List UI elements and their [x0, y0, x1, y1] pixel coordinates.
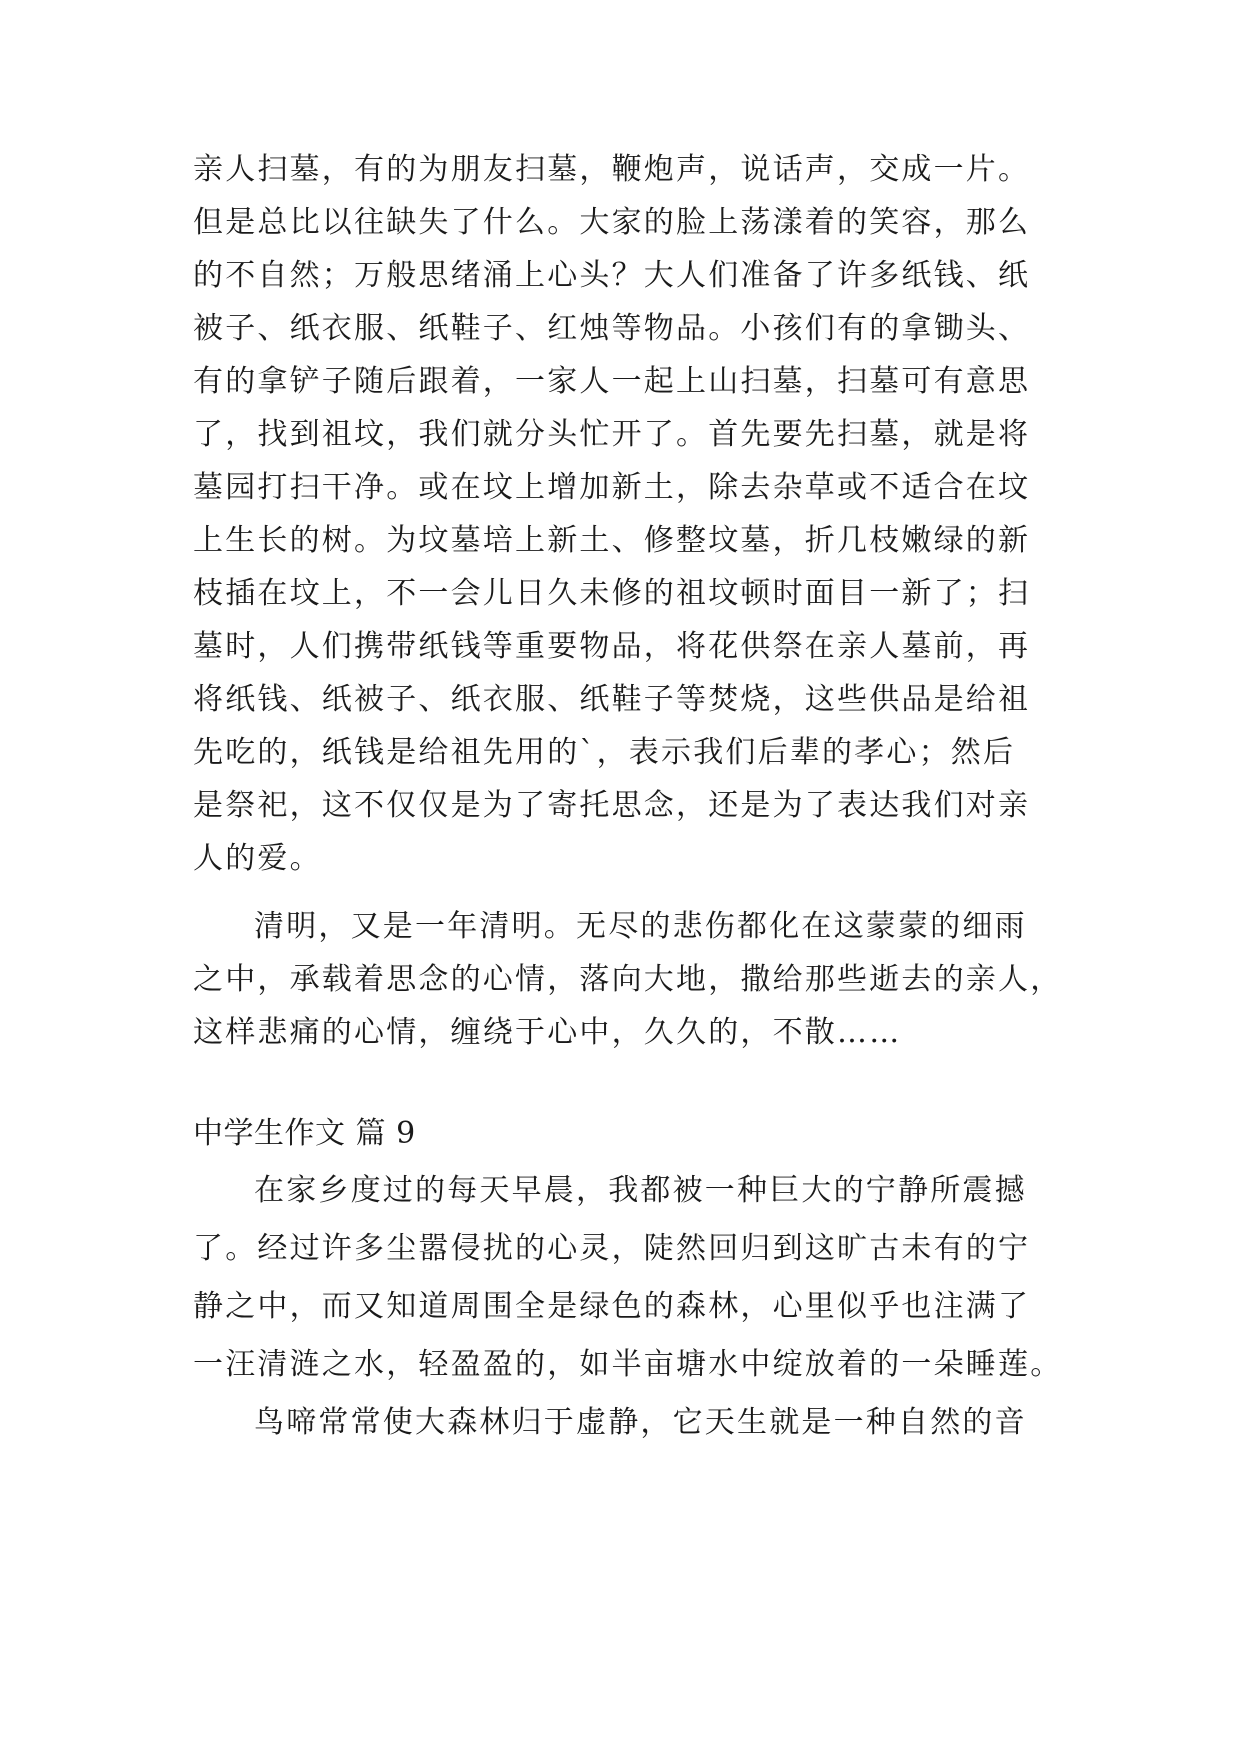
text-line: 的不自然；万般思绪涌上心头？大人们准备了许多纸钱、纸: [193, 258, 1031, 293]
text-line: 是祭祀，这不仅仅是为了寄托思念，还是为了表达我们对亲: [193, 788, 1031, 823]
text-line: 静之中，而又知道周围全是绿色的森林，心里似乎也注满了: [193, 1289, 1031, 1324]
paragraph-first-line: 清明，又是一年清明。无尽的悲伤都化在这蒙蒙的细雨: [254, 909, 1027, 944]
text-line: 一汪清涟之水，轻盈盈的，如半亩塘水中绽放着的一朵睡莲。: [193, 1347, 1063, 1382]
text-line: 人的爱。: [193, 841, 322, 876]
text-line: 有的拿铲子随后跟着，一家人一起上山扫墓，扫墓可有意思: [193, 364, 1031, 399]
paragraph-first-line: 鸟啼常常使大森林归于虚静，它天生就是一种自然的音: [254, 1405, 1027, 1440]
text-line: 但是总比以往缺失了什么。大家的脸上荡漾着的笑容，那么: [193, 205, 1031, 240]
text-line: 被子、纸衣服、纸鞋子、红烛等物品。小孩们有的拿锄头、: [193, 311, 1031, 346]
text-line: 先吃的，纸钱是给祖先用的`，表示我们后辈的孝心；然后: [193, 735, 1016, 770]
text-line: 这样悲痛的心情，缠绕于心中，久久的，不散……: [193, 1015, 902, 1050]
text-line: 枝插在坟上，不一会儿日久未修的祖坟顿时面目一新了；扫: [193, 576, 1031, 611]
text-line: 将纸钱、纸被子、纸衣服、纸鞋子等焚烧，这些供品是给祖: [193, 682, 1031, 717]
text-line: 墓时，人们携带纸钱等重要物品，将花供祭在亲人墓前，再: [193, 629, 1031, 664]
section-heading: 中学生作文 篇 9: [193, 1116, 416, 1151]
text-line: 上生长的树。为坟墓培上新土、修整坟墓，折几枝嫩绿的新: [193, 523, 1031, 558]
text-line: 墓园打扫干净。或在坟上增加新土，除去杂草或不适合在坟: [193, 470, 1031, 505]
text-line: 了，找到祖坟，我们就分头忙开了。首先要先扫墓，就是将: [193, 417, 1031, 452]
text-line: 亲人扫墓，有的为朋友扫墓，鞭炮声，说话声，交成一片。: [193, 152, 1031, 187]
text-line: 之中，承载着思念的心情，落向大地，撒给那些逝去的亲人，: [193, 962, 1063, 997]
paragraph-first-line: 在家乡度过的每天早晨，我都被一种巨大的宁静所震撼: [254, 1173, 1027, 1208]
text-line: 了。经过许多尘嚣侵扰的心灵，陡然回归到这旷古未有的宁: [193, 1231, 1031, 1266]
